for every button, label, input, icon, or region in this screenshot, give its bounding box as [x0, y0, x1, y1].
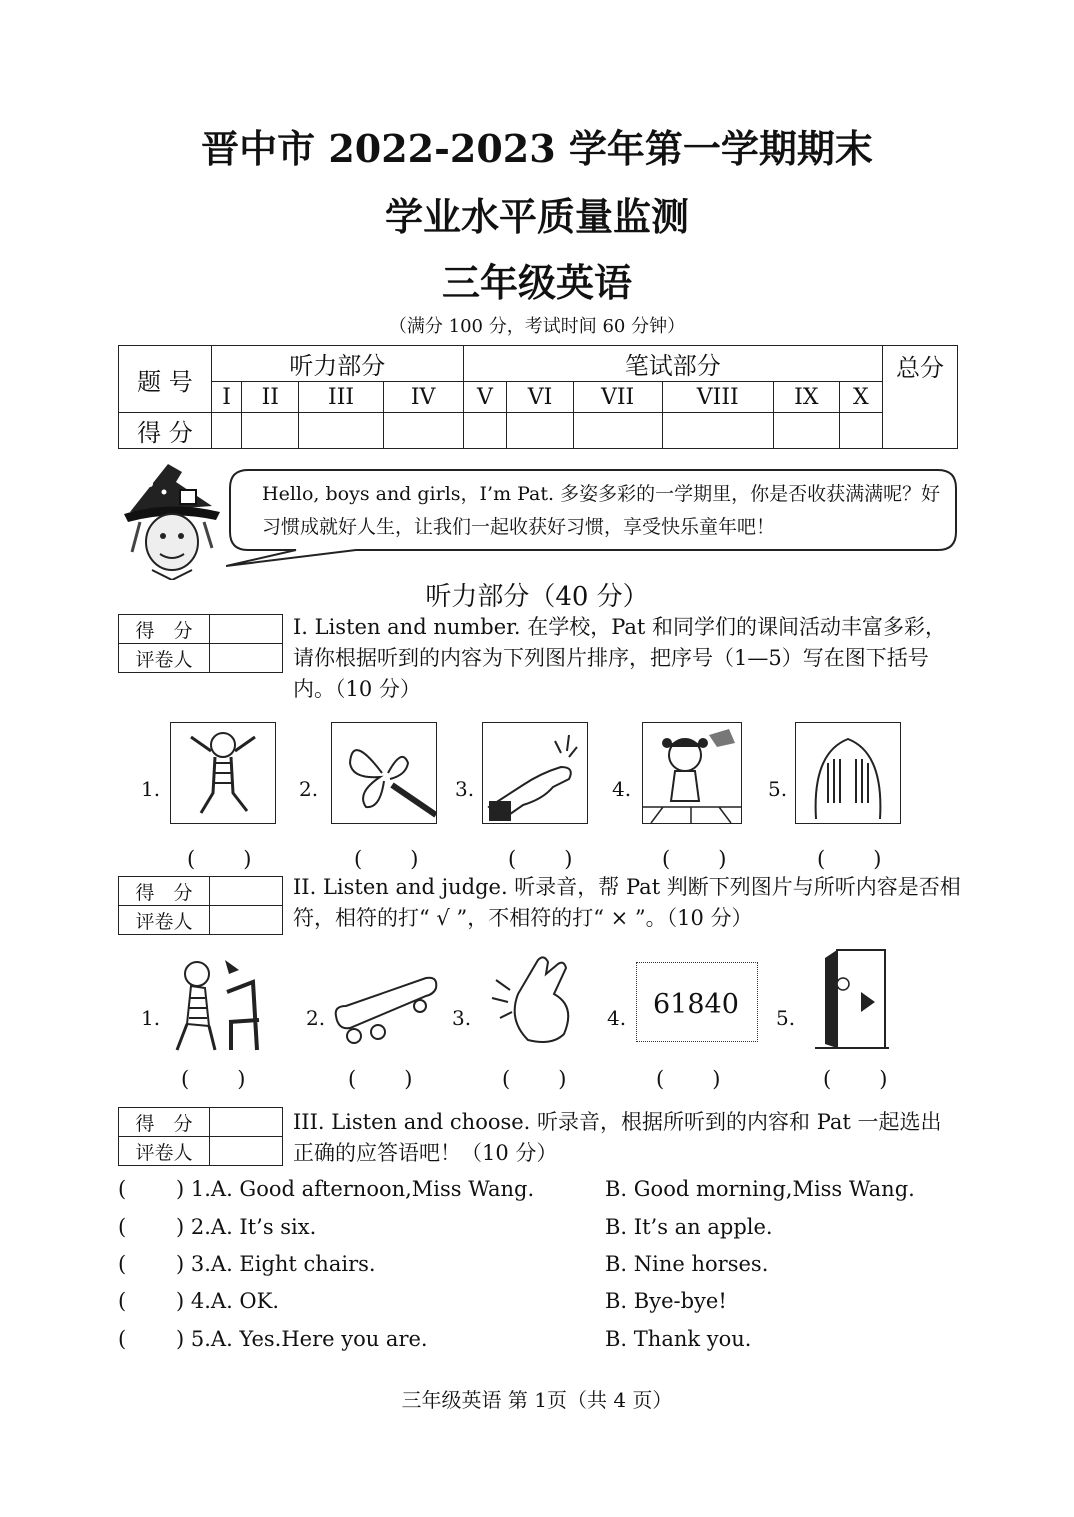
part1-instruction: I. Listen and number. 在学校，Pat 和同学们的课间活动丰富多彩，请你根据听到的内容为下列图片排序，把序号（1—5）写在图下括号内。（10 分） — [293, 615, 947, 701]
option-b: B. Bye-bye! — [605, 1289, 727, 1313]
answer-blank[interactable]: ( ) — [817, 847, 884, 871]
option-b: B. It’s an apple. — [605, 1215, 773, 1239]
grader-box — [118, 1107, 283, 1166]
grader-box — [118, 614, 283, 673]
item-number: 4. — [612, 777, 632, 801]
option-a: ) 5.A. Yes.Here you are. — [176, 1327, 428, 1351]
score-table — [118, 345, 958, 449]
score-label: 得 分 — [119, 877, 210, 906]
score-cell[interactable] — [383, 413, 463, 449]
number-card — [636, 962, 758, 1042]
column-header: III — [299, 382, 383, 413]
grader-label: 评卷人 — [119, 906, 210, 935]
part2-instruction: II. Listen and judge. 听录音，帮 Pat 判断下列图片与所听内容是否相符，相符的打“ √ ”，不相符的打“ × ”。（10 分） — [293, 875, 961, 930]
question-paren[interactable]: ( — [118, 1252, 127, 1276]
column-header: VI — [507, 382, 573, 413]
item-number: 2. — [306, 1006, 326, 1030]
answer-blank[interactable]: ( ) — [508, 847, 575, 871]
answer-blank[interactable]: ( ) — [187, 847, 254, 871]
answer-blank[interactable]: ( ) — [502, 1067, 569, 1091]
score-cell[interactable] — [839, 413, 882, 449]
item-number: 2. — [299, 777, 319, 801]
speech-text: Hello, boys and girls，I’m Pat. 多姿多彩的一学期里，你是否收获满满呢？好习惯成就好人生，让我们一起收获好习惯，享受快乐童年吧！ — [262, 483, 941, 538]
score-field[interactable] — [210, 877, 283, 906]
score-cell[interactable] — [212, 413, 242, 449]
score-cell[interactable] — [507, 413, 573, 449]
item-number-label: 题 号 — [119, 346, 212, 413]
column-header: V — [463, 382, 507, 413]
covering-eyes-icon — [795, 722, 901, 824]
exam-title-line2: 学业水平质量监测 — [384, 194, 689, 239]
question-paren[interactable]: ( — [118, 1289, 127, 1313]
column-header: II — [242, 382, 299, 413]
part3-instruction: III. Listen and choose. 听录音，根据所听到的内容和 Pat 一起选出正确的应答语吧！（10 分） — [293, 1110, 942, 1165]
grader-label: 评卷人 — [119, 1137, 210, 1166]
exam-title-line1: 晋中市 2022-2023 学年第一学期期末 — [201, 126, 873, 171]
option-a: ) 3.A. Eight chairs. — [176, 1252, 376, 1276]
answer-blank[interactable]: ( ) — [662, 847, 729, 871]
exam-subtitle: （满分 100 分，考试时间 60 分钟） — [388, 316, 686, 337]
score-label: 得 分 — [119, 615, 210, 644]
item-number: 5. — [776, 1006, 796, 1030]
total-score-header: 总分 — [883, 346, 958, 449]
tiger-sitting-on-chair-icon — [165, 952, 265, 1054]
score-cell[interactable] — [463, 413, 507, 449]
item-number: 1. — [141, 777, 161, 801]
tiger-dancing-icon — [170, 722, 276, 824]
writing-group-header: 笔试部分 — [463, 346, 882, 382]
option-a: ) 2.A. It’s six. — [176, 1215, 317, 1239]
option-b: B. Nine horses. — [605, 1252, 769, 1276]
page-footer: 三年级英语 第 1页（共 4 页） — [401, 1388, 673, 1412]
column-header: VII — [573, 382, 662, 413]
skateboard-icon — [330, 972, 440, 1052]
option-a: ) 1.A. Good afternoon,Miss Wang. — [176, 1177, 535, 1201]
item-number: 3. — [455, 777, 475, 801]
answer-blank[interactable]: ( ) — [823, 1067, 890, 1091]
listening-section-title: 听力部分（40 分） — [425, 582, 649, 612]
column-header: IX — [773, 382, 839, 413]
grader-field[interactable] — [210, 906, 283, 935]
column-header: IV — [383, 382, 463, 413]
grader-field[interactable] — [210, 644, 283, 673]
score-row-label: 得 分 — [119, 413, 212, 449]
answer-blank[interactable]: ( ) — [656, 1067, 723, 1091]
exam-title-line3: 三年级英语 — [441, 260, 632, 305]
option-b: B. Good morning,Miss Wang. — [605, 1177, 915, 1201]
grader-box — [118, 876, 283, 935]
score-cell[interactable] — [773, 413, 839, 449]
card-number: 61840 — [653, 989, 739, 1020]
grader-label: 评卷人 — [119, 644, 210, 673]
option-b: B. Thank you. — [605, 1327, 752, 1351]
column-header: VIII — [662, 382, 773, 413]
score-field[interactable] — [210, 1108, 283, 1137]
score-cell[interactable] — [242, 413, 299, 449]
option-a: ) 4.A. OK. — [176, 1289, 280, 1313]
answer-blank[interactable]: ( ) — [181, 1067, 248, 1091]
item-number: 1. — [141, 1006, 161, 1030]
snapping-fingers-icon — [482, 722, 588, 824]
answer-blank[interactable]: ( ) — [354, 847, 421, 871]
question-paren[interactable]: ( — [118, 1177, 127, 1201]
girl-clapping-icon — [642, 722, 742, 824]
butterfly-icon — [331, 722, 437, 824]
score-cell[interactable] — [299, 413, 383, 449]
answer-blank[interactable]: ( ) — [348, 1067, 415, 1091]
question-paren[interactable]: ( — [118, 1215, 127, 1239]
score-cell[interactable] — [662, 413, 773, 449]
item-number: 4. — [607, 1006, 627, 1030]
question-paren[interactable]: ( — [118, 1327, 127, 1351]
item-number: 3. — [452, 1006, 472, 1030]
item-number: 5. — [768, 777, 788, 801]
pat-wizard-icon — [120, 462, 226, 580]
clapping-hands-icon — [488, 950, 580, 1044]
score-field[interactable] — [210, 615, 283, 644]
grader-field[interactable] — [210, 1137, 283, 1166]
listening-group-header: 听力部分 — [212, 346, 464, 382]
door-icon — [815, 948, 889, 1052]
column-header: X — [839, 382, 882, 413]
score-label: 得 分 — [119, 1108, 210, 1137]
score-cell[interactable] — [573, 413, 662, 449]
column-header: I — [212, 382, 242, 413]
